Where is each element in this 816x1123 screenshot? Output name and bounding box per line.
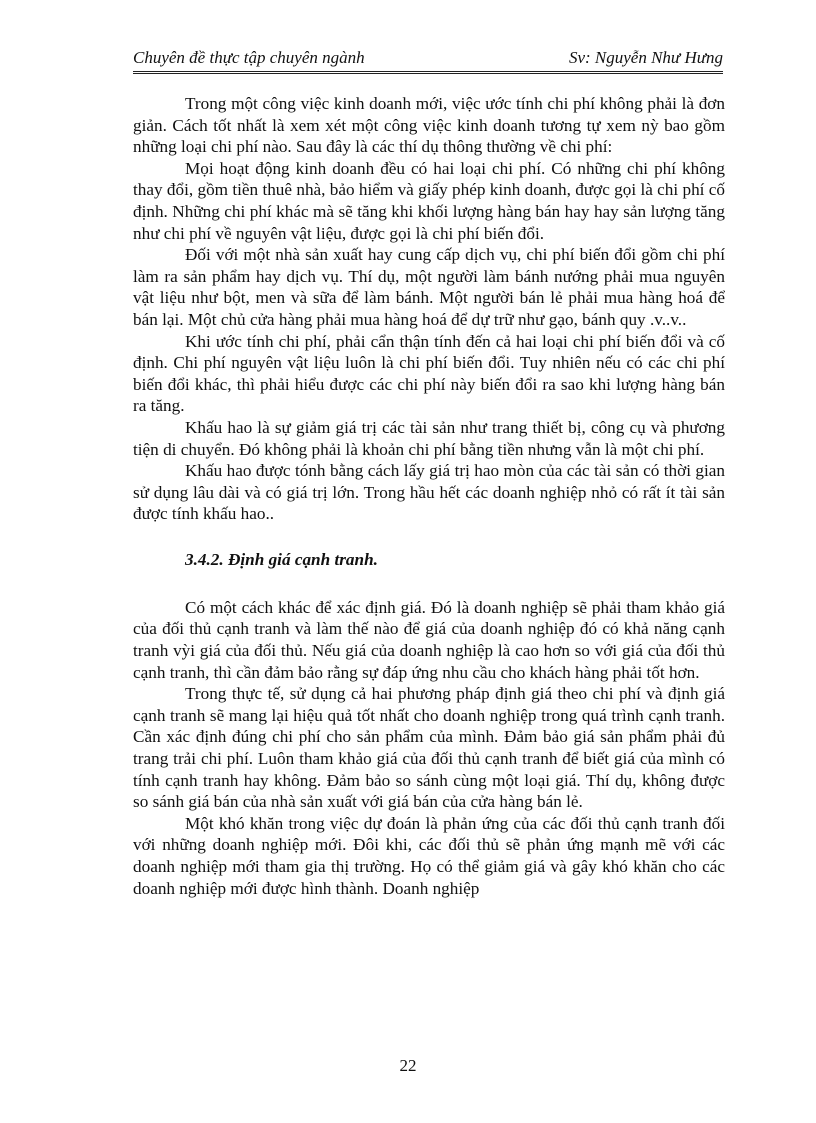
paragraph: Trong thực tế, sử dụng cả hai phương pháp định giá theo chi phí và định giá cạnh tranh sẽ mang lại hiệu quả tốt nhất cho doanh nghiệp trong quá trình cạnh tranh. Cần xác định đúng chi phí cho sản phẩm của mình. Đảm bảo giá sản phẩm phải đủ trang trải chi phí. Luôn tham khảo giá của đối thủ cạnh tranh để biết giá của mình có tính cạnh tranh hay không. Đảm bảo so sánh cùng một loại giá. Thí dụ, không được so sánh giá bán của nhà sản xuất với giá bán của cửa hàng bán lẻ.: [133, 684, 725, 812]
paragraph: Có một cách khác để xác định giá. Đó là doanh nghiệp sẽ phải tham khảo giá của đối thủ cạnh tranh và làm thế nào để giá của doanh nghiệp đó có khả năng cạnh tranh vỳi giá của đối thủ. Nếu giá của doanh nghiệp là cao hơn so với giá của đối thủ cạnh tranh, thì cần đảm bảo rằng sự đáp ứng nhu cầu cho khách hàng phải tốt hơn.: [133, 597, 725, 682]
section-heading: 3.4.2. Định giá cạnh tranh.: [185, 549, 378, 569]
running-header: [133, 48, 723, 74]
body-text: [133, 93, 725, 899]
paragraph: Một khó khăn trong việc dự đoán là phản ứng của các đối thủ cạnh tranh đối với những doanh nghiệp mới. Đôi khi, các đối thủ sẽ phản ứng mạnh mẽ với các doanh nghiệp mới tham gia thị trường. Họ có thể giảm giá và gây khó khăn cho các doanh nghiệp mới được hình thành. Doanh nghiệp: [133, 813, 725, 898]
paragraph: Khấu hao được tónh bằng cách lấy giá trị hao mòn của các tài sản có thời gian sử dụng lâu dài và có giá trị lớn. Trong hầu hết các doanh nghiệp nhỏ có rất ít tài sản được tính khấu hao..: [133, 461, 725, 524]
paragraph: Mọi hoạt động kinh doanh đều có hai loại chi phí. Có những chi phí không thay đổi, gồm tiền thuê nhà, bảo hiểm và giấy phép kinh doanh, được gọi là chi phí cố định. Những chi phí khác mà sẽ tăng khi khối lượng hàng bán hay hay sản lượng tăng như chi phí về nguyên vật liệu, được gọi là chi phí biến đổi.: [133, 158, 725, 243]
page-number: 22: [399, 1056, 417, 1075]
paragraph: Khấu hao là sự giảm giá trị các tài sản như trang thiết bị, công cụ và phương tiện di chuyển. Đó không phải là khoản chi phí bằng tiền nhưng vẫn là một chi phí.: [133, 417, 725, 459]
paragraph: Trong một công việc kinh doanh mới, việc ước tính chi phí không phải là đơn giản. Cách tốt nhất là xem xét một công việc kinh doanh tương tự xem nỳ bao gồm những loại chi phí nào. Sau đây là các thí dụ thông thường về chi phí:: [133, 94, 725, 157]
paragraph: Đối với một nhà sản xuất hay cung cấp dịch vụ, chi phí biến đổi gồm chi phí làm ra sản phẩm hay dịch vụ. Thí dụ, một người làm bánh nướng phải mua nguyên vật liệu như bột, men và sữa để làm bánh. Một người bán lẻ phải mua hàng hoá để bán lại. Một chủ cửa hàng phải mua hàng hoá để dự trữ như gạo, bánh quy .v..v..: [133, 245, 725, 329]
paragraph: Khi ước tính chi phí, phải cẩn thận tính đến cả hai loại chi phí biến đổi và cố định. Chi phí nguyên vật liệu luôn là chi phí biến đổi. Tuy nhiên nếu có các chi phí biến đổi khác, thì phải hiểu được các chi phí này biến đổi ra sao khi lượng hàng bán ra tăng.: [133, 331, 725, 416]
header-course-title: Chuyên đề thực tập chuyên ngành: [133, 48, 365, 67]
header-student-name: Sv: Nguyễn Như Hưng: [568, 48, 723, 67]
